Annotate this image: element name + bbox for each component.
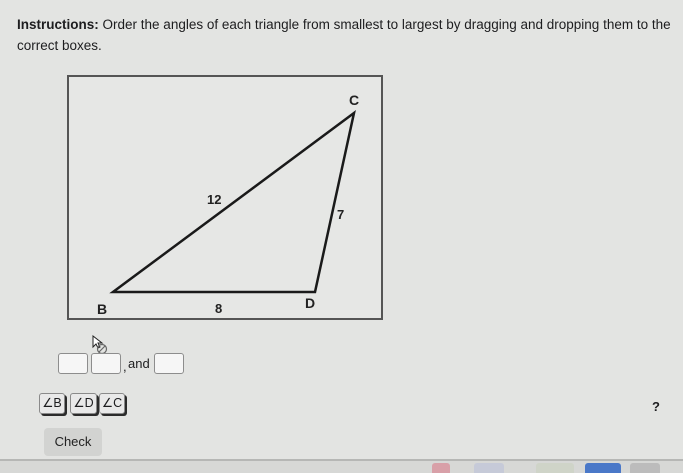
angle-tile-c[interactable]: ∠C	[99, 393, 125, 414]
drop-box-2[interactable]	[91, 353, 121, 374]
angle-tile-d[interactable]: ∠D	[70, 393, 97, 414]
triangle-shape	[113, 113, 354, 292]
taskbar-app-icon-1[interactable]	[432, 463, 450, 473]
drop-box-3[interactable]	[154, 353, 184, 374]
triangle-svg	[69, 77, 381, 318]
vertex-label-c: C	[349, 92, 360, 108]
instructions-lead: Instructions:	[17, 17, 99, 32]
triangle-figure	[67, 75, 383, 320]
taskbar-app-icon-5[interactable]	[630, 463, 660, 473]
instructions-text	[17, 14, 677, 56]
help-button[interactable]: ?	[652, 399, 660, 414]
check-button[interactable]: Check	[44, 428, 102, 456]
taskbar-app-icon-3[interactable]	[536, 463, 574, 473]
side-label-bd: 8	[215, 301, 223, 316]
taskbar-app-icon-4[interactable]	[585, 463, 621, 473]
separator-2: ,	[123, 359, 127, 374]
taskbar	[0, 461, 683, 473]
instructions-body: Order the angles of each triangle from smallest to largest by dragging and dropping them to the correct boxes.	[17, 17, 671, 53]
drag-cursor-icon	[91, 335, 109, 355]
side-label-cd: 7	[337, 207, 345, 222]
angle-tile-b[interactable]: ∠B	[39, 393, 65, 414]
drop-box-1[interactable]	[58, 353, 88, 374]
vertex-label-b: B	[97, 301, 108, 317]
vertex-label-d: D	[305, 295, 316, 311]
and-label: and	[128, 356, 150, 371]
taskbar-app-icon-2[interactable]	[474, 463, 504, 473]
side-label-bc: 12	[207, 192, 222, 207]
